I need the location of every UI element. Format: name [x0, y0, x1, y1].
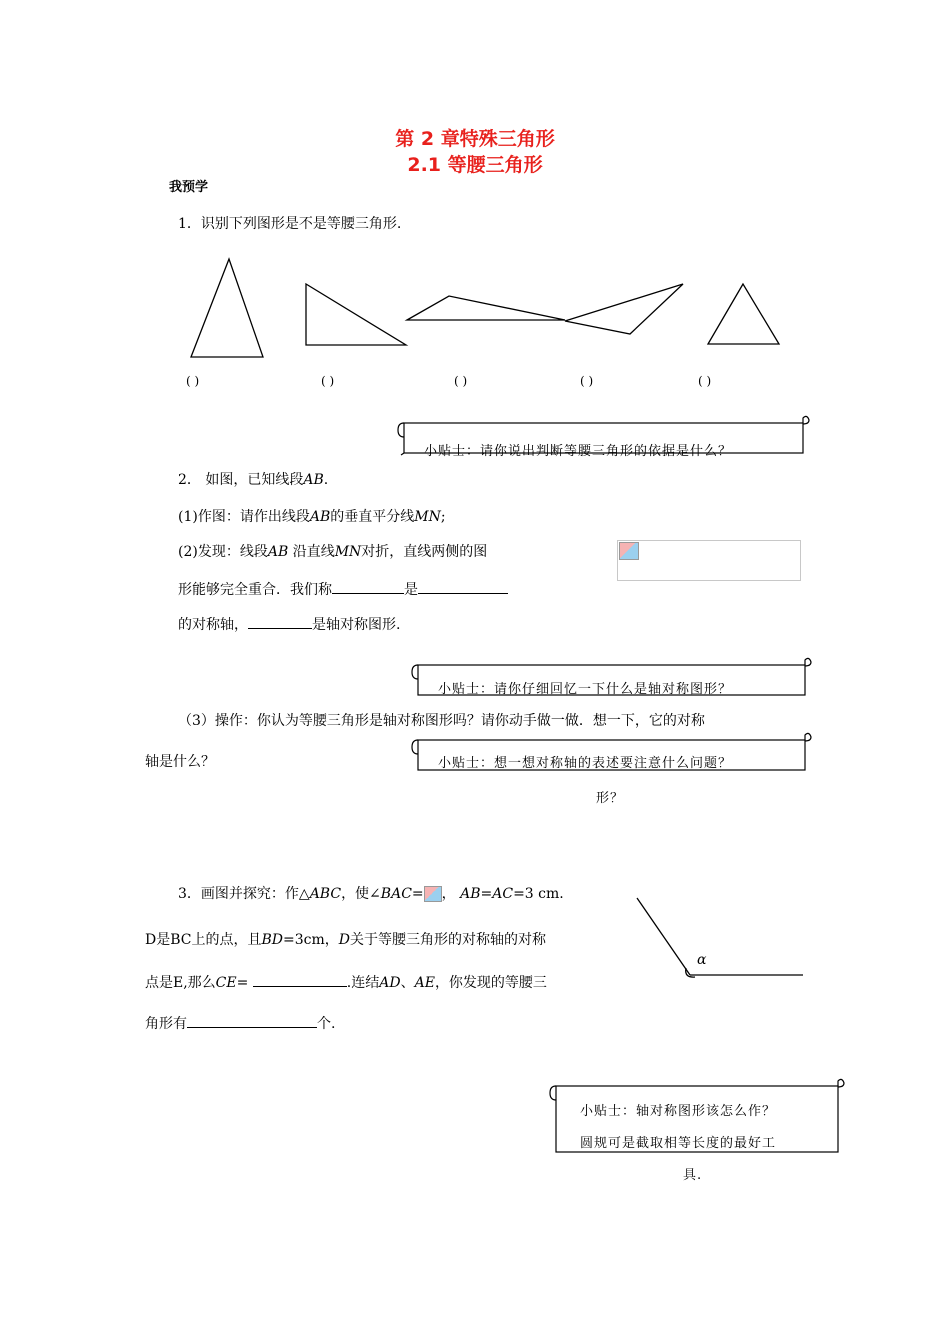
triangle-2	[306, 284, 406, 345]
triangle-1	[191, 259, 263, 357]
tip-2-text: 小贴士：请你仔细回忆一下什么是轴对称图形？	[438, 682, 733, 697]
question-2-part-3-line-2: 轴是什么？	[145, 754, 215, 770]
tip-4-line-3: 具.	[683, 1168, 703, 1183]
blank-line[interactable]	[248, 614, 312, 629]
answer-paren-2[interactable]: ( )	[321, 374, 335, 388]
answer-paren-4[interactable]: ( )	[580, 374, 594, 388]
answer-paren-5[interactable]: ( )	[698, 374, 712, 388]
blank-line[interactable]	[187, 1013, 317, 1028]
answer-paren-1[interactable]: ( )	[186, 374, 200, 388]
triangle-4	[565, 284, 683, 334]
section-title: 2.1 等腰三角形	[407, 154, 543, 176]
triangle-5	[708, 284, 779, 344]
question-2-part-3: （3）操作：你认为等腰三角形是轴对称图形吗？请你动手做一做．想一下，它的对称	[178, 713, 705, 729]
tip-4-line-1: 小贴士：轴对称图形该怎么作？	[580, 1104, 777, 1119]
figure-placeholder	[617, 540, 801, 581]
question-1: 1．识别下列图形是不是等腰三角形.	[178, 216, 402, 232]
question-2-part-2-line-3: 的对称轴， 是轴对称图形.	[178, 614, 400, 635]
triangle-3	[407, 296, 565, 320]
tip-4-line-2: 圆规可是截取相等长度的最好工	[580, 1136, 777, 1151]
tip-1-text: 小贴士：请你说出判断等腰三角形的依据是什么？	[424, 444, 733, 459]
blank-line[interactable]	[418, 579, 508, 594]
question-2-part-2-line-2: 形能够完全重合．我们称 是	[178, 579, 508, 600]
angle-alpha-label: α	[697, 952, 707, 968]
question-3-line-4: 角形有 个.	[145, 1013, 335, 1034]
angle-diagram	[637, 898, 803, 977]
question-2-intro: 2． 如图，已知线段AB.	[178, 472, 329, 488]
broken-image-icon	[424, 886, 442, 902]
broken-image-icon	[619, 542, 639, 560]
tip-3-tail: 形？	[596, 791, 625, 806]
question-3-line-3: 点是E,那么CE= .连结AD、AE，你发现的等腰三	[145, 972, 547, 993]
question-2-part-2: (2)发现：线段AB 沿直线MN对折，直线两侧的图	[178, 544, 488, 560]
blank-line[interactable]	[253, 972, 347, 987]
question-3-line-2: D是BC上的点，且BD=3cm，D关于等腰三角形的对称轴的对称	[145, 932, 546, 948]
blank-line[interactable]	[332, 579, 404, 594]
answer-paren-3[interactable]: ( )	[454, 374, 468, 388]
question-3-line-1: 3．画图并探究：作△ABC，使∠BAC= ， AB=AC=3 cm.	[178, 886, 564, 902]
question-2-part-1: (1)作图：请作出线段AB的垂直平分线MN;	[178, 509, 446, 525]
tip-3-text: 小贴士：想一想对称轴的表述要注意什么问题？	[438, 756, 733, 771]
preview-heading: 我预学	[169, 180, 209, 195]
chapter-title: 第 2 章特殊三角形	[395, 128, 555, 150]
